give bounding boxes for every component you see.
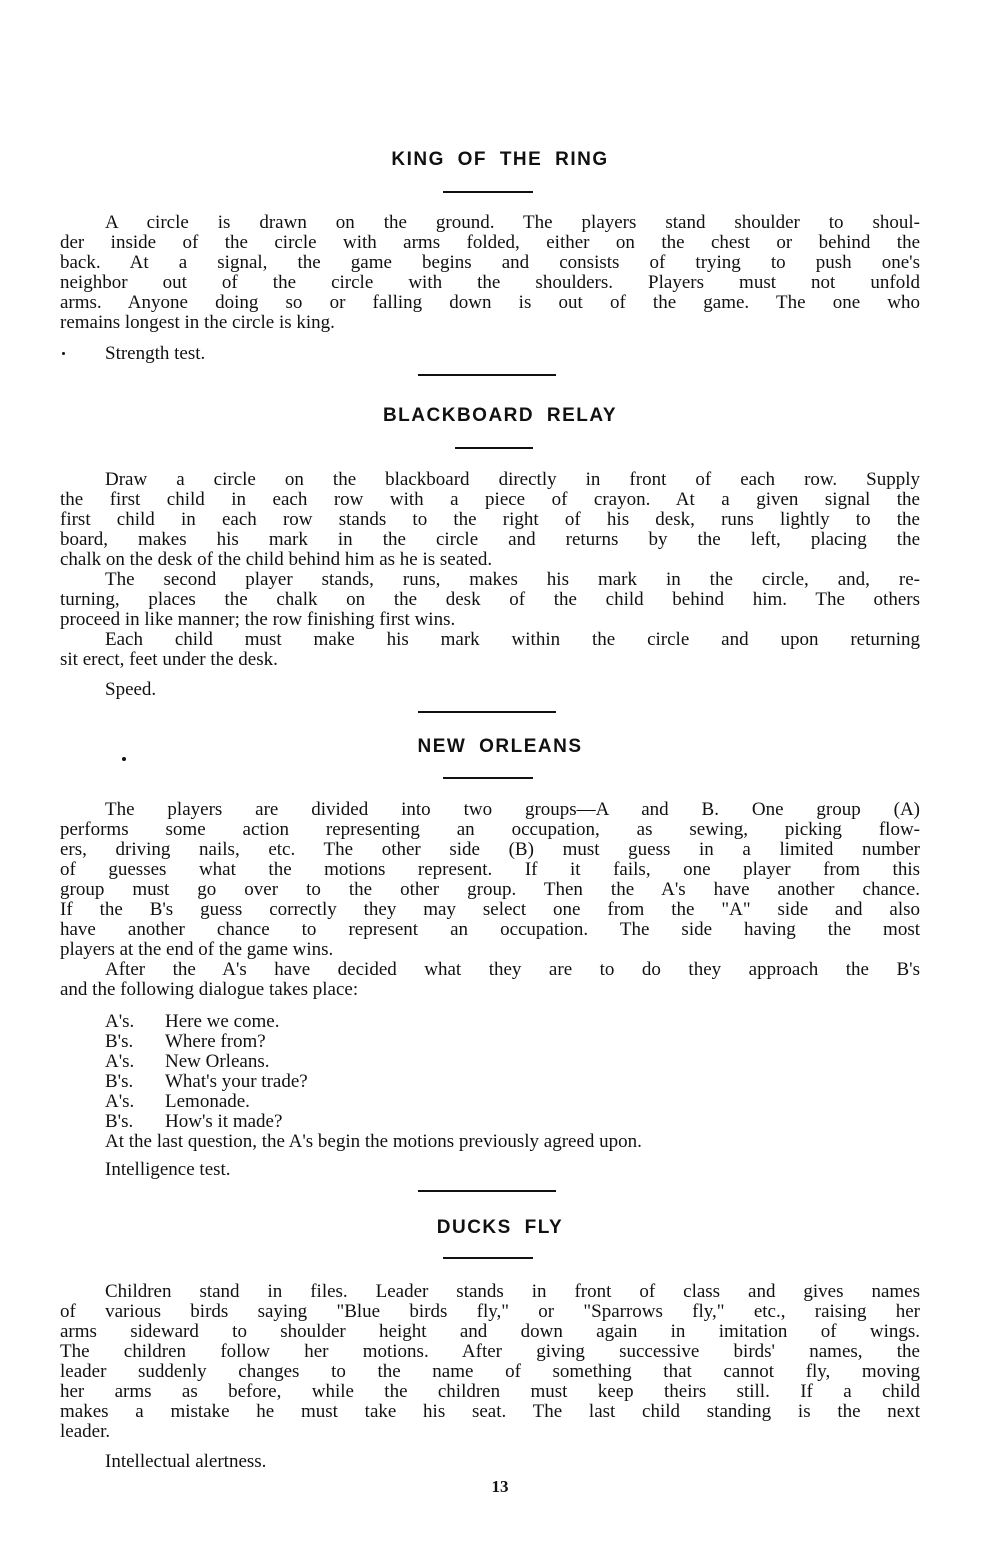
section-title-blackboard-relay: BLACKBOARD RELAY: [382, 405, 618, 426]
text-line: After the A's have decided what they are to do they approach the B's: [105, 959, 920, 980]
text-line: Draw a circle on the blackboard directly in front of each row. Supply: [105, 469, 920, 490]
paragraph: [60, 213, 920, 333]
text-line: der inside of the circle with arms folded, either on the chest or behind the: [60, 232, 920, 253]
speaker: A's.: [105, 1051, 135, 1072]
speaker: B's.: [105, 1111, 134, 1132]
text-line: performs some action representing an occupation, as sewing, picking flow-: [60, 819, 920, 840]
speaker: B's.: [105, 1031, 134, 1052]
paragraph: [60, 960, 920, 1000]
divider: [418, 711, 556, 713]
dialogue-line: [105, 1052, 308, 1072]
divider: [443, 777, 533, 779]
text-line: the first child in each row with a piece of crayon. At a given signal the: [60, 489, 920, 510]
paragraph: [60, 470, 920, 570]
paragraph: [60, 630, 920, 670]
text-line: her arms as before, while the children must keep theirs still. If a child: [60, 1381, 920, 1402]
text-line: chalk on the desk of the child behind him as he is seated.: [60, 549, 493, 570]
text-line: The second player stands, runs, makes his mark in the circle, and, re-: [105, 569, 920, 590]
text-line: Children stand in files. Leader stands in front of class and gives names: [105, 1281, 920, 1302]
dialogue: [105, 1012, 308, 1132]
text-line: back. At a signal, the game begins and consists of trying to push one's: [60, 252, 920, 273]
divider: [418, 1190, 556, 1192]
section-title-king-of-the-ring: KING OF THE RING: [391, 149, 609, 170]
section-title-ducks-fly: DUCKS FLY: [436, 1217, 564, 1238]
text-line: sit erect, feet under the desk.: [60, 649, 278, 670]
paragraph: [60, 570, 920, 630]
speck: [62, 352, 65, 355]
game-note: Speed.: [105, 679, 157, 700]
text-line: turning, places the chalk on the desk of the child behind him. The others: [60, 589, 920, 610]
dialogue-text: Lemonade.: [165, 1091, 250, 1112]
game-note: Intellectual alertness.: [105, 1451, 267, 1472]
dialogue-text: Here we come.: [165, 1011, 280, 1032]
text-line: have another chance to represent an occupation. The side having the most: [60, 919, 920, 940]
speaker: A's.: [105, 1091, 135, 1112]
section-title-new-orleans: NEW ORLEANS: [417, 736, 583, 757]
text-line: leader.: [60, 1421, 111, 1442]
text-line: The children follow her motions. After giving successive birds' names, the: [60, 1341, 920, 1362]
divider: [443, 191, 533, 193]
game-note: Strength test.: [105, 343, 206, 364]
text-line: If the B's guess correctly they may select one from the "A" side and also: [60, 899, 920, 920]
dialogue-line: [105, 1012, 308, 1032]
text-line: neighbor out of the circle with the shoulders. Players must not unfold: [60, 272, 920, 293]
text-line: of various birds saying "Blue birds fly," or "Sparrows fly," etc., raising her: [60, 1301, 920, 1322]
speck: [122, 757, 126, 761]
text-line: arms. Anyone doing so or falling down is out of the game. The one who: [60, 292, 920, 313]
dialogue-line: [105, 1032, 308, 1052]
text-line: board, makes his mark in the circle and returns by the left, placing the: [60, 529, 920, 550]
dialogue-text: New Orleans.: [165, 1051, 270, 1072]
text-line: leader suddenly changes to the name of something that cannot fly, moving: [60, 1361, 920, 1382]
paragraph: [60, 800, 920, 960]
text-line: makes a mistake he must take his seat. The last child standing is the next: [60, 1401, 920, 1422]
text-line: players at the end of the game wins.: [60, 939, 334, 960]
text-line: and the following dialogue takes place:: [60, 979, 359, 1000]
dialogue-text: Where from?: [165, 1031, 266, 1052]
text-line: Each child must make his mark within the circle and upon returning: [105, 629, 920, 650]
dialogue-text: What's your trade?: [165, 1071, 308, 1092]
text-line: of guesses what the motions represent. If it fails, one player from this: [60, 859, 920, 880]
text-line: first child in each row stands to the right of his desk, runs lightly to the: [60, 509, 920, 530]
text-line: arms sideward to shoulder height and down again in imitation of wings.: [60, 1321, 920, 1342]
divider: [455, 447, 533, 449]
text-line: A circle is drawn on the ground. The players stand shoulder to shoul-: [105, 212, 920, 233]
dialogue-line: [105, 1072, 308, 1092]
paragraph: [60, 1282, 920, 1442]
game-note: Intelligence test.: [105, 1159, 231, 1180]
text-line: group must go over to the other group. Then the A's have another chance.: [60, 879, 920, 900]
page-number: 13: [491, 1477, 509, 1496]
divider: [418, 374, 556, 376]
speaker: B's.: [105, 1071, 134, 1092]
divider: [443, 1257, 533, 1259]
speaker: A's.: [105, 1011, 135, 1032]
dialogue-end: At the last question, the A's begin the motions previously agreed upon.: [105, 1131, 642, 1152]
text-line: proceed in like manner; the row finishing first wins.: [60, 609, 456, 630]
dialogue-text: How's it made?: [165, 1111, 283, 1132]
text-line: ers, driving nails, etc. The other side (B) must guess in a limited number: [60, 839, 920, 860]
text-line: The players are divided into two groups—A and B. One group (A): [105, 799, 920, 820]
text-line: remains longest in the circle is king.: [60, 312, 335, 333]
dialogue-line: [105, 1112, 308, 1132]
dialogue-line: [105, 1092, 308, 1112]
